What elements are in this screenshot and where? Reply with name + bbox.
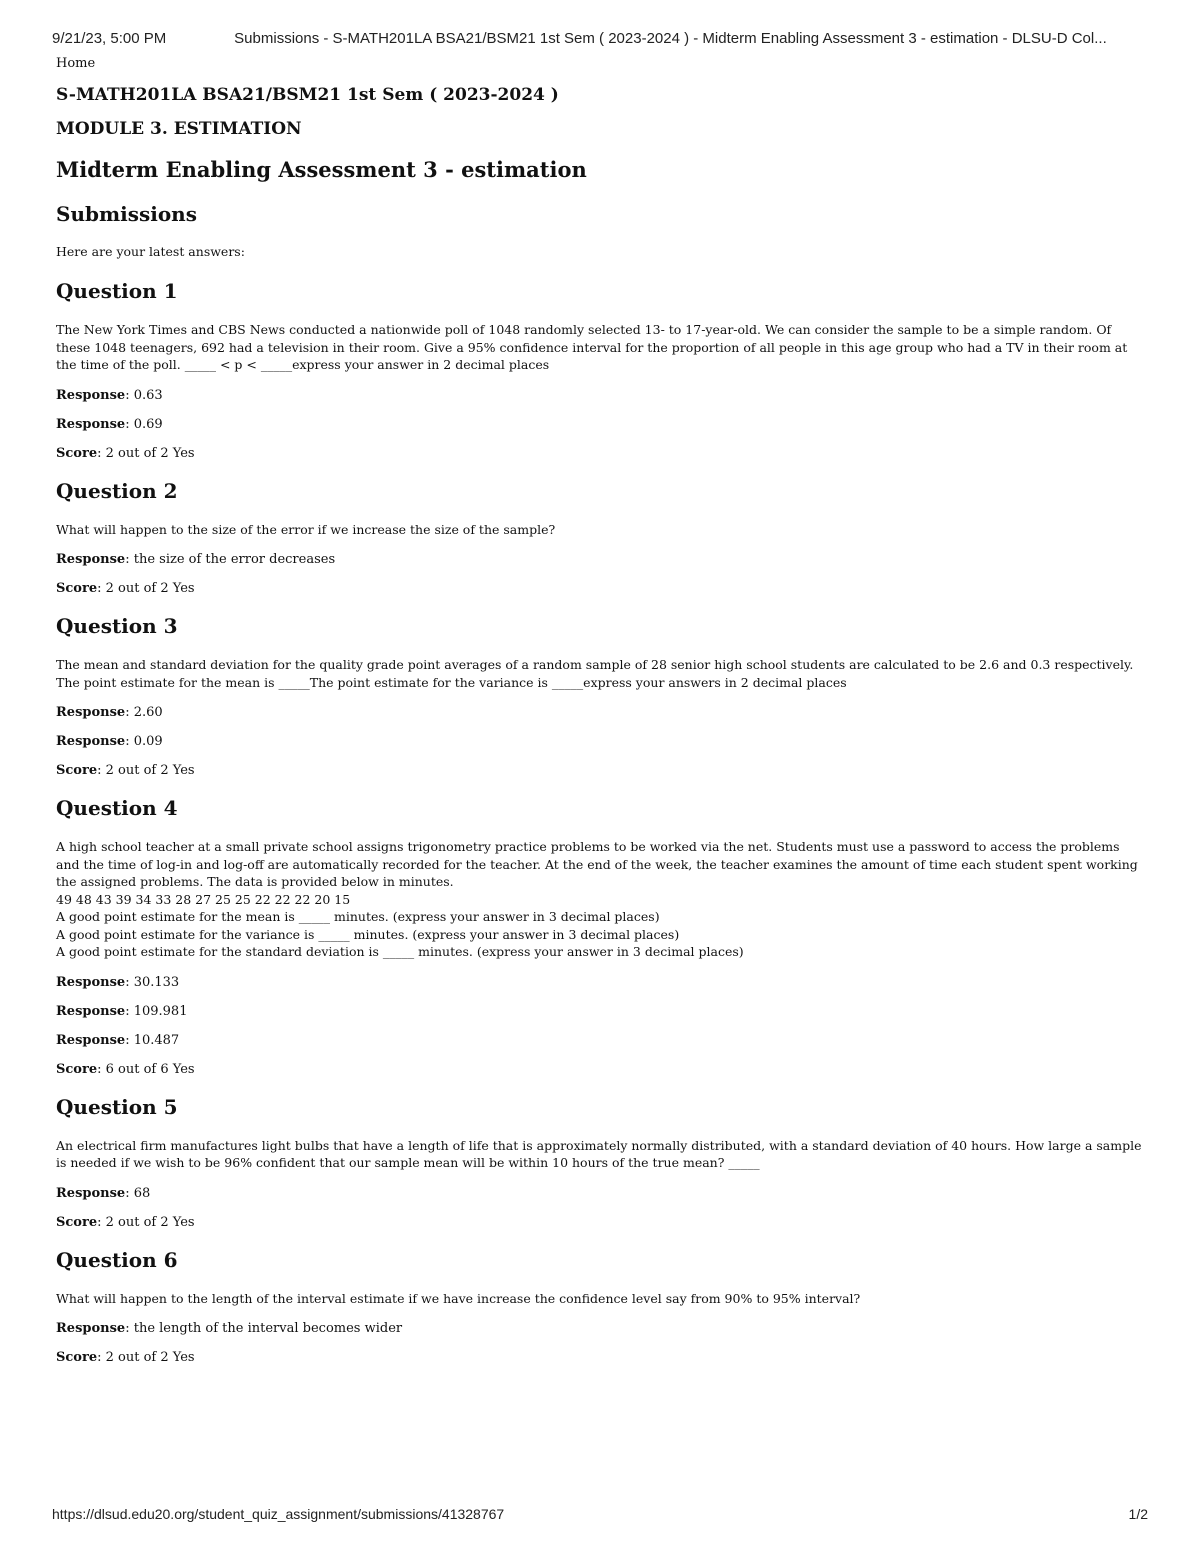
- question-block: [56, 479, 1144, 597]
- course-title: S-MATH201LA BSA21/BSM21 1st Sem ( 2023-2024 ): [56, 85, 559, 105]
- question-block: [56, 1095, 1144, 1230]
- response-label: Response: [56, 1185, 126, 1201]
- response-label: Response: [56, 974, 126, 990]
- question-block: [56, 1248, 1144, 1366]
- score-label: Score: [56, 763, 98, 778]
- question-title: Question 1: [56, 279, 178, 303]
- question-text: [56, 656, 1144, 691]
- score-value: 2 out of 2 Yes: [105, 763, 195, 778]
- score-value: 2 out of 2 Yes: [105, 445, 195, 461]
- response-value: 10.487: [133, 1032, 180, 1048]
- question-title: Question 3: [56, 614, 178, 638]
- score: Score: 2 out of 2 Yes: [56, 445, 195, 461]
- assessment-title: Midterm Enabling Assessment 3 - estimation: [56, 157, 587, 182]
- score-value: 2 out of 2 Yes: [105, 1214, 195, 1230]
- response: Response: 2.60: [56, 705, 163, 720]
- home-link[interactable]: Home: [56, 56, 96, 71]
- intro-text: Here are your latest answers:: [56, 244, 245, 259]
- question-text-line: A good point estimate for the mean is _____ minutes. (express your answer in 3 decimal places): [56, 909, 660, 924]
- response: Response: 30.133: [56, 974, 180, 990]
- question-text-line: A good point estimate for the variance is _____ minutes. (express your answer in 3 decimal places): [56, 926, 680, 942]
- response-label: Response: [56, 1003, 126, 1019]
- response: Response: 0.09: [56, 734, 163, 749]
- question-text: [56, 521, 1144, 539]
- main-content: [56, 56, 1144, 1383]
- response: Response: 0.63: [56, 387, 163, 403]
- response-label: Response: [56, 705, 126, 720]
- score-value: 2 out of 2 Yes: [105, 1350, 195, 1365]
- question-text-line: The New York Times and CBS News conducted a nationwide poll of 1048 randomly selected 13- to 17-year-old. We can consider the sample to be a simple random. Of these 1048 teenagers, 692 had a television in their room. Give a 95% confidence interval for the proportion of all people in this age group who had a TV in their room at the time of the poll. _____ < p < _____express your answer in 2 decimal places: [56, 322, 1128, 372]
- response-label: Response: [56, 416, 126, 432]
- response-label: Response: [56, 1032, 126, 1048]
- score: Score: 2 out of 2 Yes: [56, 763, 195, 778]
- question-text-line: 49 48 43 39 34 33 28 27 25 25 22 22 22 20 15: [56, 891, 351, 907]
- response-value: 109.981: [133, 1003, 188, 1019]
- question-title: Question 5: [56, 1094, 178, 1119]
- question-text: [56, 1290, 1144, 1308]
- question-text-line: What will happen to the length of the interval estimate if we have increase the confidence level say from 90% to 95% interval?: [56, 1290, 861, 1306]
- question-text: [56, 321, 1144, 374]
- response: Response: 109.981: [56, 1003, 188, 1019]
- score-label: Score: [56, 1350, 98, 1365]
- question-title: Question 4: [56, 796, 178, 820]
- print-footer: [52, 1506, 1148, 1522]
- print-url: https://dlsud.edu20.org/student_quiz_assignment/submissions/41328767: [52, 1506, 505, 1522]
- score-label: Score: [56, 581, 98, 596]
- module-title: MODULE 3. ESTIMATION: [56, 119, 302, 139]
- response-value: the length of the interval becomes wider: [133, 1321, 403, 1336]
- section-title: Submissions: [56, 202, 197, 226]
- page-number: 1/2: [1128, 1506, 1148, 1522]
- question-list: [56, 279, 1144, 1365]
- response: Response: the size of the error decreases: [56, 552, 336, 567]
- response-value: 2.60: [133, 705, 163, 720]
- question-title: Question 2: [56, 478, 178, 503]
- response: Response: 0.69: [56, 416, 163, 432]
- score-value: 6 out of 6 Yes: [105, 1061, 195, 1077]
- response-label: Response: [56, 387, 126, 403]
- response: Response: the length of the interval becomes wider: [56, 1321, 403, 1336]
- response-value: 0.63: [133, 387, 163, 403]
- question-text: [56, 1137, 1144, 1172]
- question-text-line: An electrical firm manufactures light bulbs that have a length of life that is approximately normally distributed, with a standard deviation of 40 hours. How large a sample is needed if we wish to be 96% confident that our sample mean will be within 10 hours of the true mean? _____: [56, 1137, 1142, 1170]
- response-value: 0.09: [133, 734, 163, 749]
- print-page-title: Submissions - S-MATH201LA BSA21/BSM21 1st Sem ( 2023-2024 ) - Midterm Enabling Assessment 3 - estimation - DLSU-D Col...: [234, 30, 1107, 47]
- print-header: [52, 30, 1148, 47]
- question-text-line: A good point estimate for the standard deviation is _____ minutes. (express your answer in 3 decimal places): [56, 944, 744, 959]
- question-text-line: What will happen to the size of the error if we increase the size of the sample?: [56, 521, 556, 537]
- response-label: Response: [56, 734, 126, 749]
- score-label: Score: [56, 445, 98, 461]
- score: Score: 2 out of 2 Yes: [56, 1214, 195, 1230]
- score-label: Score: [56, 1061, 98, 1077]
- response-value: the size of the error decreases: [133, 552, 336, 567]
- question-text-line: A high school teacher at a small private school assigns trigonometry practice problems to be worked via the net. Students must use a password to access the problems and the time of log-in and log-off are automatically recorded for the teacher. At the end of the week, the teacher examines the amount of time each student spent working the assigned problems. The data is provided below in minutes.: [56, 839, 1138, 889]
- score: Score: 2 out of 2 Yes: [56, 1350, 195, 1365]
- question-title: Question 6: [56, 1247, 178, 1272]
- score-label: Score: [56, 1214, 98, 1230]
- score-value: 2 out of 2 Yes: [105, 581, 195, 596]
- response-value: 30.133: [133, 974, 180, 990]
- question-block: [56, 279, 1144, 461]
- response-value: 68: [133, 1185, 151, 1201]
- response-label: Response: [56, 1321, 126, 1336]
- response-label: Response: [56, 552, 126, 567]
- question-text-line: The mean and standard deviation for the quality grade point averages of a random sample of 28 senior high school students are calculated to be 2.6 and 0.3 respectively. The point estimate for the mean is _____The point estimate for the variance is _____express your answers in 2 decimal places: [56, 657, 1134, 690]
- question-block: [56, 796, 1144, 1077]
- score: Score: 6 out of 6 Yes: [56, 1061, 195, 1077]
- print-datetime: 9/21/23, 5:00 PM: [52, 30, 167, 47]
- question-text: [56, 838, 1144, 961]
- response: Response: 10.487: [56, 1032, 180, 1048]
- response: Response: 68: [56, 1185, 151, 1201]
- question-block: [56, 614, 1144, 778]
- response-value: 0.69: [133, 416, 163, 432]
- score: Score: 2 out of 2 Yes: [56, 581, 195, 596]
